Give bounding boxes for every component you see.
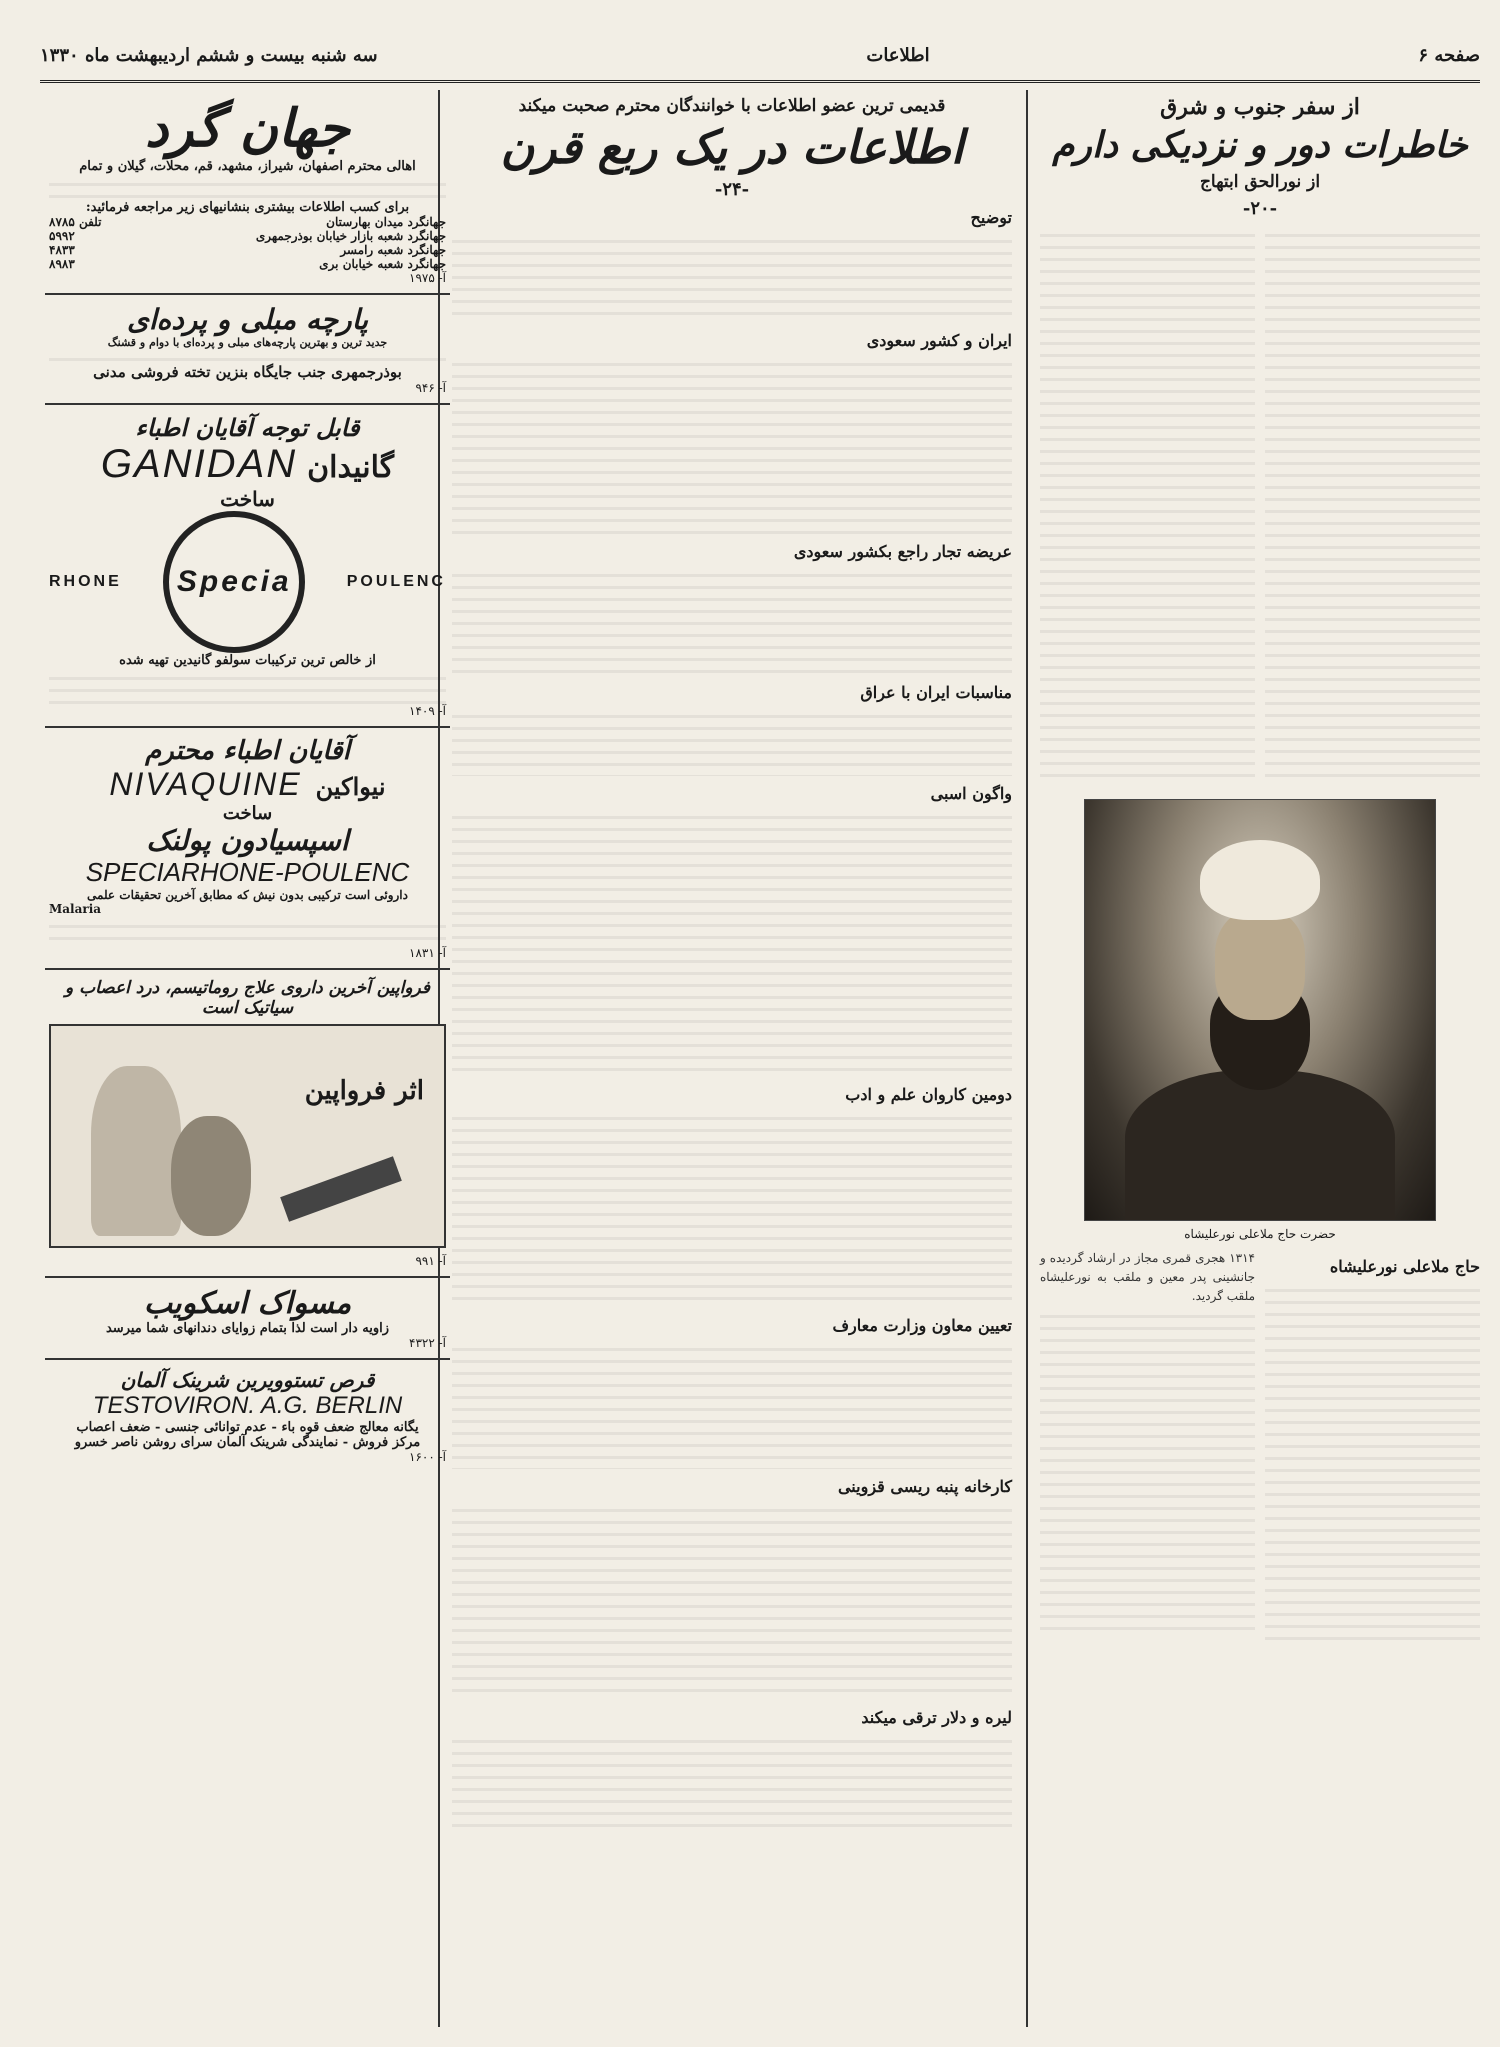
product-latin: TESTOVIRON. A.G. BERLIN [92, 1392, 403, 1419]
branch-phone: تلفن ۸۷۸۵ [49, 215, 102, 229]
intro-text [452, 231, 1012, 323]
ad-feroapin [45, 970, 450, 1278]
ad-title: قرص تستوویرین شرینک آلمان [120, 1368, 375, 1392]
ad-line: مرکز فروش - نمایندگی شرینک آلمان سرای روشن ناصر خسرو [74, 1435, 421, 1450]
memoir-text-block [1040, 225, 1255, 785]
branch-phone: ۴۸۳۳ [49, 243, 75, 257]
maker-fa: اسپسیادون پولنک [146, 824, 349, 857]
ad-headline: فرواپین آخرین داروی علاج روماتیسم، درد اعصاب و سیاتیک است [64, 978, 431, 1018]
ad-title: پارچه مبلی و پرده‌ای [126, 303, 369, 336]
ad-title: مسواک اسکویب [143, 1286, 352, 1321]
maker-logo-row [49, 511, 446, 653]
memoir-installment: -۲۰- [1242, 197, 1278, 219]
specia-logo: Specia [163, 511, 305, 653]
ad-text [49, 174, 446, 200]
memoir-body [1040, 225, 1480, 785]
ad-line: اهالی محترم اصفهان، شیراز، مشهد، قم، محلات، گیلان و تمام [79, 159, 416, 174]
branch-name: جهانگرد شعبه خیابان بری [319, 257, 446, 271]
section-tram: واگون اسبی [930, 783, 1012, 803]
ad-ref-code: آ- ۹۹۱ [415, 1254, 446, 1268]
memoir-text-block [1265, 225, 1480, 785]
memoir-title: خاطرات دور و نزدیکی دارم [1052, 124, 1468, 166]
section-text [452, 1500, 1012, 1700]
section-text [452, 1108, 1012, 1308]
history-deck: قدیمی ترین عضو اطلاعات با خوانندگان محترم صحبت میکند [518, 96, 946, 116]
ad-ganidan [45, 405, 450, 728]
product-latin: NIVAQUINE [109, 766, 302, 802]
product-fa: گانیدان [307, 450, 395, 485]
ad-jahangard [45, 90, 450, 295]
ad-text [49, 668, 446, 704]
biography [1040, 1249, 1480, 1640]
branch-name: جهانگرد شعبه بازار خیابان بوذرجمهری [255, 229, 446, 243]
portrait-photo [1084, 799, 1436, 1221]
maker-right: POULENC [346, 573, 446, 590]
biography-head: حاج ملاعلی نورعلیشاه [1329, 1256, 1480, 1276]
ad-line: زاویه دار است لذا بتمام زوایای دندانهای شما میرسد [105, 1321, 390, 1336]
product-latin: GANIDAN [100, 442, 298, 486]
ad-ref [49, 704, 446, 718]
biography-text: ۱۳۱۴ هجری قمری مجاز در ارشاد گردیده و جانشینی پدر معین و ملقب به نورعلیشاه ملقب گردید. [1040, 1250, 1255, 1303]
branch-phone: ۵۹۹۲ [49, 229, 75, 243]
ad-text [49, 916, 446, 946]
section-text [452, 565, 1012, 675]
ad-ref [49, 271, 446, 285]
paper-name: اطلاعات [866, 44, 930, 66]
history-installment: -۲۴- [714, 178, 750, 200]
section-saudi: ایران و کشور سعودی [866, 330, 1012, 350]
section-caravan: دومین کاروان علم و ادب [845, 1084, 1012, 1104]
branch-name: جهانگرد شعبه رامسر [340, 243, 446, 257]
ad-ref-code: آ- ۱۸۳۱ [409, 946, 446, 960]
section-text [452, 706, 1012, 776]
branch-name: جهانگرد میدان بهارستان [326, 215, 446, 229]
section-merchants: عریضه تجار راجع بکشور سعودی [793, 541, 1012, 561]
section-iraq: مناسبات ایران با عراق [860, 682, 1012, 702]
branch-phone: ۸۹۸۳ [49, 257, 75, 271]
product-fa: نیواکین [315, 772, 386, 801]
memoir-title-top: از سفر جنوب و شرق [1160, 94, 1360, 120]
ad-toothbrush [45, 1278, 450, 1360]
ad-ref-code: آ- ۹۴۶ [415, 381, 446, 395]
ad-line: از خالص ترین ترکیبات سولفو گانیدین تهیه شده [119, 653, 376, 668]
ad-line: جدید ترین و بهترین پارچه‌های مبلی و پرده‌ای با دوام و قشنگ [107, 336, 388, 349]
ad-line: داروئی است ترکیبی بدون نیش که مطابق آخرین تحقیقات علمی [87, 888, 408, 902]
biography-text-block [1040, 1306, 1255, 1636]
maker-left: RHONE [49, 573, 122, 590]
branch-list [49, 215, 446, 271]
ad-ref [49, 946, 446, 960]
ad-ref-code: آ- ۱۴۰۹ [409, 704, 446, 718]
section-text [452, 1339, 1012, 1469]
section-currency: لیره و دلار ترقی میکند [861, 1707, 1012, 1727]
intro-head: توضیح [970, 207, 1012, 227]
disease-name: Malaria [49, 902, 102, 916]
nurse-illustration [49, 1024, 446, 1248]
ad-title: قابل توجه آقایان اطباء [135, 413, 360, 442]
ad-ref [49, 1450, 446, 1464]
history-column [438, 90, 1020, 2027]
memoir-byline: از نورالحق ابتهاج [1199, 171, 1321, 192]
ad-ref [49, 381, 446, 395]
branch-row [49, 243, 446, 257]
maker-latin: SPECIARHONE-POULENC [85, 857, 410, 887]
made-by: ساخت [220, 487, 275, 511]
branch-row [49, 257, 446, 271]
biography-text-block [1265, 1280, 1480, 1640]
ads-column [45, 90, 450, 2027]
issue-date: سه شنبه بیست و ششم اردیبهشت ماه ۱۳۳۰ [40, 44, 378, 66]
memoir-column [1026, 90, 1480, 2027]
ad-line: یگانه معالج ضعف قوه باء - عدم توانائی جنسی - ضعف اعصاب [76, 1420, 419, 1435]
branch-row [49, 215, 446, 229]
section-text [452, 354, 1012, 534]
ad-ref [49, 1336, 446, 1350]
ad-ref [49, 1254, 446, 1268]
ad-title: آقایان اطباء محترم [145, 736, 350, 766]
section-text [452, 807, 1012, 1077]
ad-nivaquine [45, 728, 450, 970]
history-title: اطلاعات در یک ربع قرن [500, 120, 964, 174]
photo-caption: حضرت حاج ملاعلی نورعلیشاه [1184, 1226, 1336, 1241]
ad-testoviron [45, 1360, 450, 1472]
ad-text [49, 349, 446, 363]
section-text [452, 1731, 1012, 1831]
ad-fabric [45, 295, 450, 405]
ad-ref-code: آ- ۴۳۲۲ [409, 1336, 446, 1350]
product-name: اثر فرواپین [304, 1076, 424, 1106]
ad-line: برای کسب اطلاعات بیشتری بنشانیهای زیر مراجعه فرمائید: [85, 200, 410, 215]
section-deputy: تعیین معاون وزارت معارف [832, 1315, 1012, 1335]
ad-line: بوذرجمهری جنب جایگاه بنزین تخته فروشی مدنی [93, 363, 402, 381]
made-by: ساخت [222, 803, 273, 824]
ad-title: جهان گرد [145, 98, 350, 159]
section-factory: کارخانه پنبه ریسی قزوینی [837, 1476, 1012, 1496]
branch-row [49, 229, 446, 243]
page-header [40, 30, 1480, 83]
ad-ref-code: آ- ۱۶۰۰ [409, 1450, 446, 1464]
page-number: صفحه ۶ [1418, 44, 1480, 66]
ad-ref-code: آ- ۱۹۷۵ [409, 271, 446, 285]
